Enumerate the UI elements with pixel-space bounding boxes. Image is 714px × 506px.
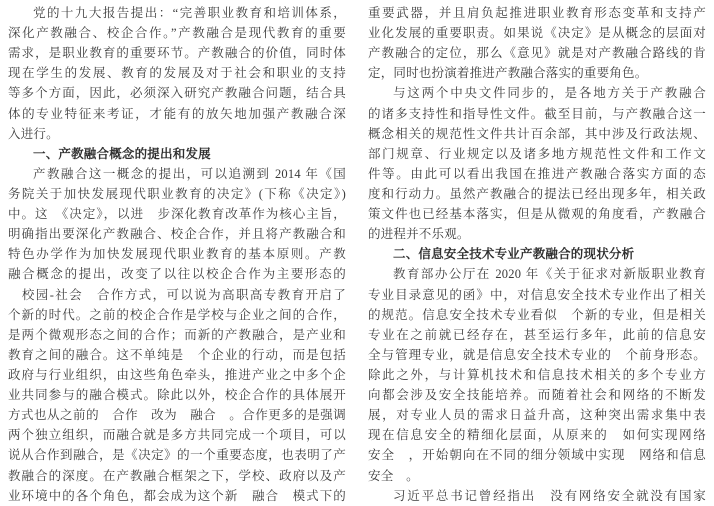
text-line: 的诸多支持性和指导性文件。截至目前，与产教融合这一 bbox=[368, 106, 706, 121]
text-line: 习近平总书记曾经指出 没有网络安全就没有国家 bbox=[393, 488, 706, 503]
text-line: 中。这 《决定》，以进 步深化教育改革作为核心主旨， bbox=[8, 207, 346, 222]
text-line: 校园-社会 合作方式，可以说为高职高专教育开启了 bbox=[8, 287, 346, 302]
text-line: 重要武器，并且肩负起推进职业教育形态变革和支持产 bbox=[368, 6, 706, 20]
text-line: 融合概念的提出，改变了以往以校企合作为主要形态的 bbox=[8, 267, 346, 282]
text-line: 与这两个中央文件同步的，是各地方关于产教融合 bbox=[393, 86, 706, 101]
text-line: 业环境中的各个角色，都会成为这个新 融合 模式下的 bbox=[8, 488, 346, 503]
text-line: 现在学生的发展、教育的发展及对于社会和职业的支持 bbox=[8, 66, 346, 81]
text-line: 度和行动力。虽然产教融合的提法已经出现多年，相关政 bbox=[368, 186, 706, 201]
text-line: 策文件也已经基本落实，但是从微观的角度看，产教融合 bbox=[368, 207, 706, 222]
text-line: 全与管理专业，就是信息安全技术专业的 个前身形态。 bbox=[368, 347, 706, 362]
text-line: 业共同参与的融合模式。除此以外，校企合作的具体展开 bbox=[8, 388, 346, 403]
text-line: 深化产教融合、校企合作。”产教融合是现代教育的重要 bbox=[8, 26, 346, 41]
text-line: 除此之外，与计算机技术和信息技术相关的多个专业方 bbox=[368, 367, 706, 382]
section-heading: 一、产教融合概念的提出和发展 bbox=[33, 146, 211, 161]
text-line: 产教融合的定位，那么《意见》就是对产教融合路线的肯 bbox=[368, 46, 706, 61]
text-line: 方式也从之前的 合作 改为 融合 。合作更多的是强调 bbox=[8, 408, 346, 423]
text-line: 两个独立组织，而融合就是多方共同完成一个项目，可以 bbox=[8, 428, 346, 443]
text-line: 现在信息安全的精细化层面，从原来的 如何实现网络 bbox=[368, 428, 706, 443]
text-line: 说从合作到融合，是《决定》的一个重要态度，也表明了产 bbox=[8, 448, 346, 463]
text-line: 需求，是职业教育的重要环节。产教融合的价值，同时体 bbox=[8, 46, 346, 61]
text-line: 展，对专业人员的需求日益升高，这种突出需求集中表 bbox=[368, 408, 706, 423]
text-line: 定，同时也扮演着推进产教融合落实的重要角色。 bbox=[368, 66, 648, 81]
text-line: 概念相关的规范性文件共计百余部，其中涉及行政法规、 bbox=[368, 126, 706, 141]
text-line: 向都会涉及安全技能培养。而随着社会和网络的不断发 bbox=[368, 388, 706, 403]
text-line: 明确指出要深化产教融合、校企合作，并且将产教融合和 bbox=[8, 227, 346, 242]
text-line: 体的专业特征来考证，才能有的放矢地加强产教融合深 bbox=[8, 106, 346, 121]
text-line: 特色办学作为加快发展现代职业教育的基本原则。产教 bbox=[8, 247, 346, 262]
text-line: 的进程并不乐观。 bbox=[368, 227, 470, 242]
text-line: 入进行。 bbox=[8, 126, 59, 141]
text-line: 专业目录意见的函》中，对信息安全技术专业作出了相关 bbox=[368, 287, 706, 302]
text-line: 业化发展的重要职责。如果说《决定》是从概念的层面对 bbox=[368, 26, 706, 41]
text-line: 教育之间的融合。这不单纯是 个企业的行动，而是包括 bbox=[8, 347, 346, 362]
text-line: 个新的时代。之前的校企合作是学校与企业之间的合作， bbox=[8, 307, 346, 322]
text-line: 专业在之前就已经存在，甚至运行多年，此前的信息安 bbox=[368, 327, 706, 342]
text-line: 等多个方面，因此，必须深入研究产教融合问题，结合具 bbox=[8, 86, 346, 101]
text-line: 安全 ，开始朝向在不同的细分领域中实现 网络和信息 bbox=[368, 448, 706, 463]
text-line: 产教融合这一概念的提出，可以追溯到 2014 年《国 bbox=[33, 166, 346, 181]
text-column-right bbox=[368, 3, 706, 506]
text-line: 教融合的深度。在产教融合框架之下，学校、政府以及产 bbox=[8, 468, 346, 483]
text-line: 的规范。信息安全技术专业看似 个新的专业，但是相关 bbox=[368, 307, 706, 322]
text-line: 是两个微观形态之间的合作；而新的产教融合，是产业和 bbox=[8, 327, 346, 342]
text-line: 政府与行业组织，由这些角色牵头，推进产业之中多个企 bbox=[8, 367, 346, 382]
text-line: 教育部办公厅在 2020 年《关于征求对新版职业教育 bbox=[393, 267, 706, 282]
text-line: 务院关于加快发展现代职业教育的决定》(下称《决定》) bbox=[8, 186, 346, 201]
section-heading: 二、信息安全技术专业产教融合的现状分析 bbox=[393, 247, 635, 262]
text-line: 件等。由此可以看出我国在推进产教融合落实方面的态 bbox=[368, 166, 706, 181]
text-line: 安全 。 bbox=[368, 468, 419, 483]
text-line: 党的十九大报告提出：“完善职业教育和培训体系， bbox=[33, 6, 346, 20]
text-column-left bbox=[8, 3, 346, 506]
text-line: 部门规章、行业规定以及诸多地方规范性文件和工作文 bbox=[368, 146, 706, 161]
